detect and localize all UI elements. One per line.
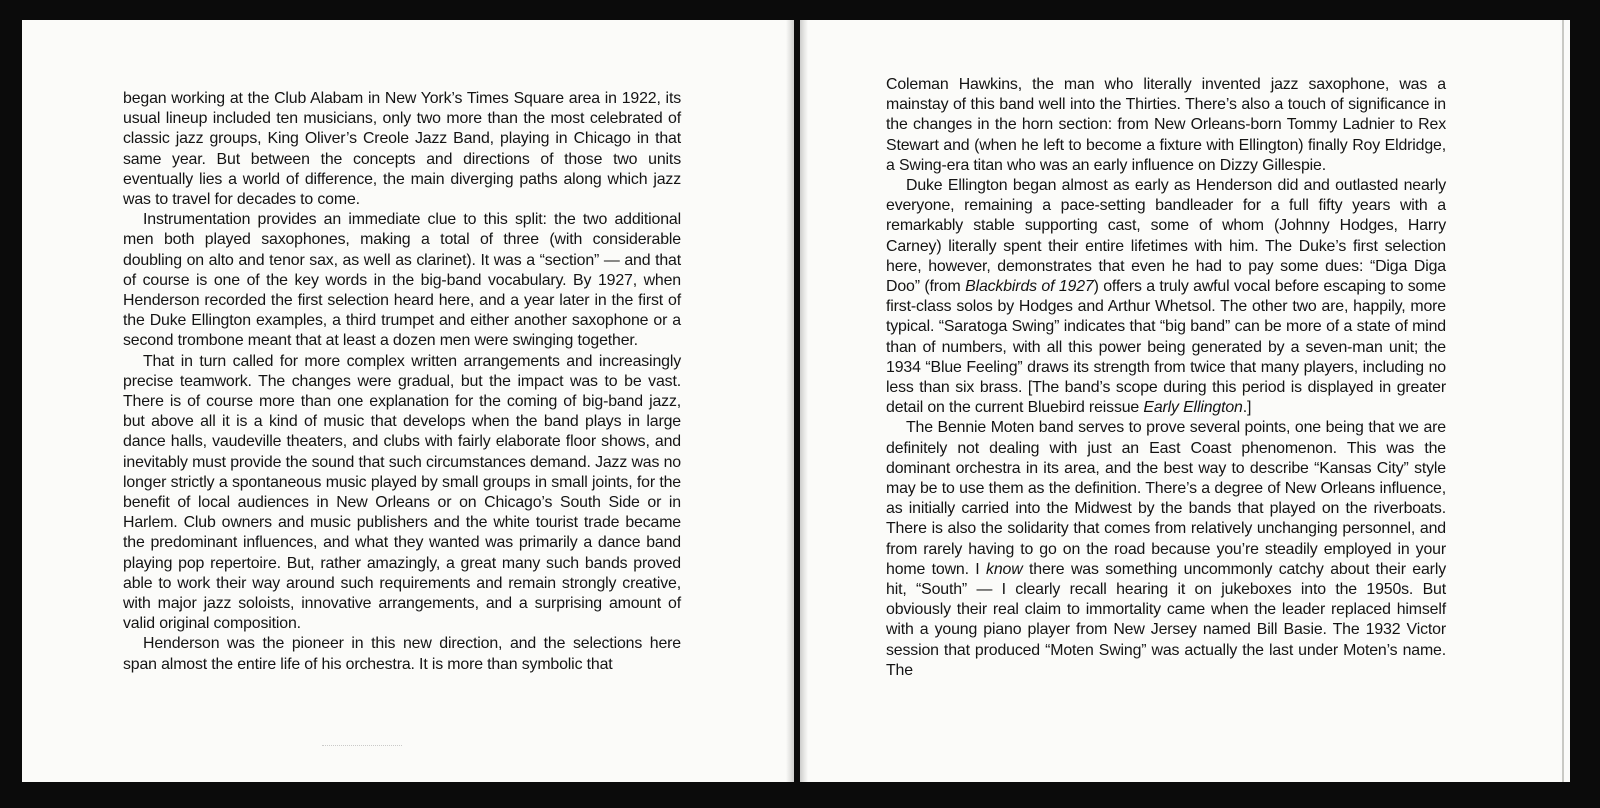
text-run: .]	[1242, 399, 1252, 417]
text-run: The Bennie Moten band serves to prove several points, one being that we are definitely not dealing with just an East Coast phenomenon. This was the dominant orchestra in its area, and the best way to describe “Kansas City” style may be to use them as the definition. There’s a degree of New Orleans influence, as initially carried into the Midwest by the bands that played on the riverboats. There is also the solidarity that comes from relatively unchanging personnel, and from rarely having to go on the road because you’re steadily employed in your home town. I	[886, 419, 1446, 578]
gutter-shadow	[786, 20, 794, 782]
paragraph: That in turn called for more complex written arrangements and increasingly precise teamwork. The changes were gradual, but the impact was to be vast. There is of course more than one explanation for the coming of big-band jazz, but above all it is a kind of music that develops when the band plays in large dance halls, vaudeville theaters, and clubs with fairly elaborate floor shows, and inevitably must provide the sound that such circumstances demand. Jazz was no longer strictly a spontaneous music played by small groups in small joints, for the benefit of local audiences in New Orleans or on Chicago’s South Side or in Harlem. Club owners and music publishers and the white tourist trade became the predominant influences, and what they wanted was primarily a dance band playing pop repertoire. But, rather amazingly, a great many such bands proved able to work their way around such requirements and remain strongly creative, with major jazz soloists, innovative arrangements, and a surprising amount of valid original composition.	[123, 352, 681, 633]
right-page	[800, 20, 1570, 782]
paragraph: began working at the Club Alabam in New York’s Times Square area in 1922, its usual lineup included ten musicians, only two more than the most celebrated of classic jazz groups, King Oliver’s Creole Jazz Band, playing in Chicago in that same year. But between the concepts and directions of those two units eventually lies a world of difference, the main diverging paths along which jazz was to travel for decades to come.	[123, 90, 681, 209]
paragraph	[886, 176, 1446, 418]
text-run: Duke Ellington began almost as early as Henderson did and outlasted nearly everyone, remaining a pace-setting bandleader for a full fifty years with a remarkably stable supporting cast, some of whom (Johnny Hodges, Harry Carney) literally spent their entire lifetimes with him. The Duke’s first selection here, however, demonstrates that even he had to pay some dues: “Diga Diga Doo” (from	[886, 177, 1446, 296]
album-title: Early Ellington	[1143, 399, 1243, 417]
page-edge	[1562, 20, 1564, 782]
album-title: Blackbirds of 1927	[965, 278, 1094, 296]
left-text-column	[123, 89, 681, 675]
left-page	[22, 20, 794, 782]
right-text-column	[886, 75, 1446, 681]
paragraph: Instrumentation provides an immediate clue to this split: the two additional men both played saxophones, making a total of three (with considerable doubling on alto and tenor sax, as well as clarinet). It was a “section” — and that of course is one of the key words in the big-band vocabulary. By 1927, when Henderson recorded the first selection heard here, and a year later in the first of the Duke Ellington examples, a third trumpet and either another saxophone or a second trombone meant that at least a dozen men were swinging together.	[123, 211, 681, 350]
text-run: there was something uncommonly catchy about their early hit, “South” — I clearly recall hearing it on jukeboxes into the 1950s. But obviously their real claim to immortality came when the leader replaced himself with a young piano player from New Jersey named Bill Basie. The 1932 Victor session that produced “Moten Swing” was actually the last under Moten’s name. The	[886, 560, 1446, 679]
gutter-shadow	[800, 20, 808, 782]
emphasis: know	[986, 560, 1023, 578]
paragraph: Henderson was the pioneer in this new direction, and the selections here span almost the entire life of his orchestra. It is more than symbolic that	[123, 635, 681, 673]
paragraph: Coleman Hawkins, the man who literally invented jazz saxophone, was a mainstay of this band well into the Thirties. There’s also a touch of significance in the changes in the horn section: from New Orleans-born Tommy Ladnier to Rex Stewart and (when he left to become a fixture with Ellington) finally Roy Eldridge, a Swing-era titan who was an early influence on Dizzy Gillespie.	[886, 76, 1446, 174]
paragraph	[886, 418, 1446, 681]
text-run: ) offers a truly awful vocal before escaping to some first-class solos by Hodges and Arthur Whetsol. The other two are, happily, more typical. “Saratoga Swing” indicates that “big band” can be more of a state of mind than of numbers, with all this power being generated by a seven-man unit; the 1934 “Blue Feeling” draws its strength from twice that many players, including no less than six brass. [The band’s scope during this period is displayed in greater detail on the current Bluebird reissue	[886, 278, 1446, 417]
print-specks	[322, 745, 402, 750]
